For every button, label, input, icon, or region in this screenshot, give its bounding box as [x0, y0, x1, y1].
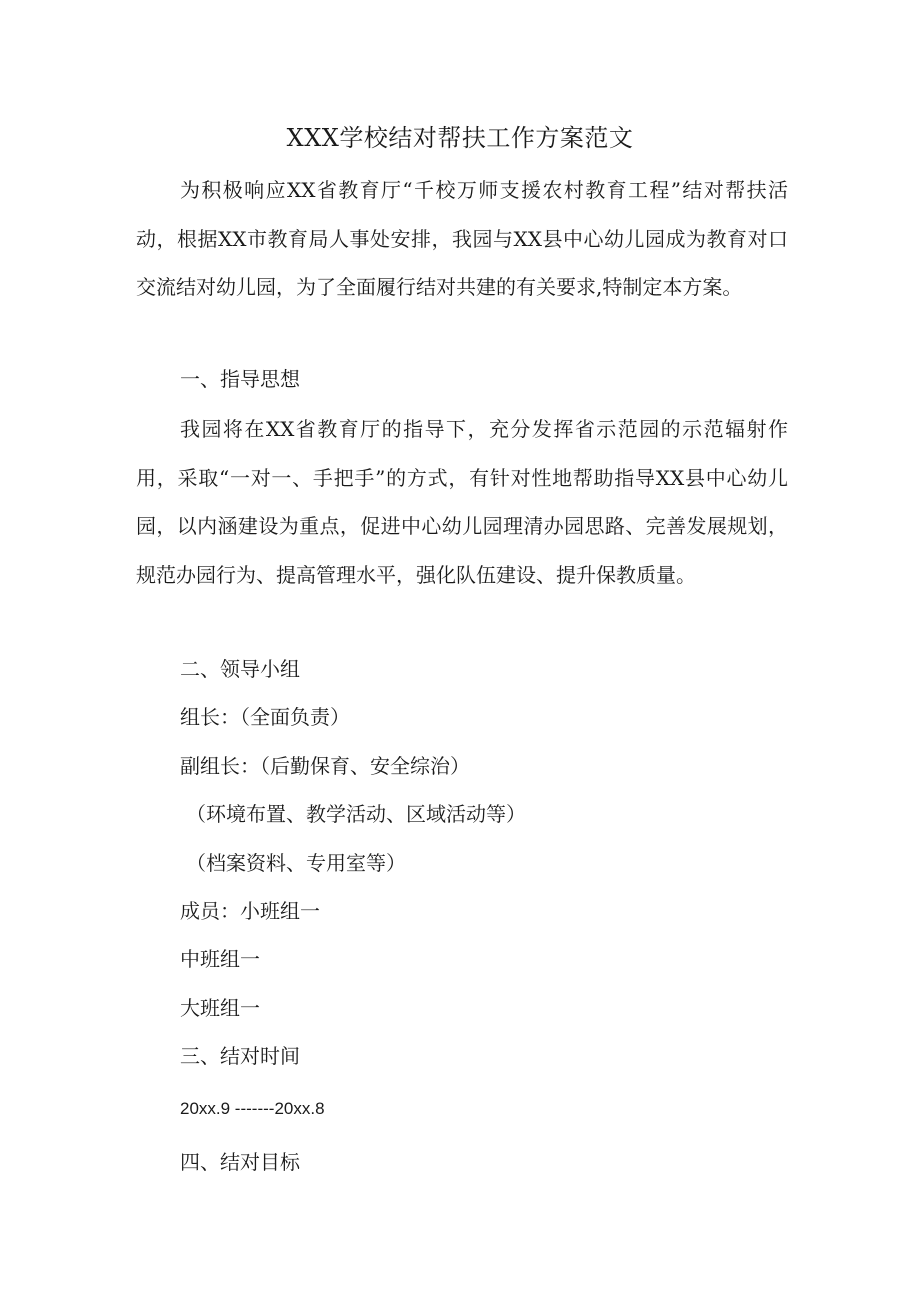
- section-heading-pairing-time: 三、结对时间: [180, 1044, 300, 1068]
- guiding-ideology-paragraph: 我园将在XX省教育厅的指导下，充分发挥省示范园的示范辐射作用，采取“一对一、手把手”的方式，有针对性地帮助指导XX县中心幼儿园，以内涵建设为重点，促进中心幼儿园理清办园思路、完善发展规划，规范办园行为、提高管理水平，强化队伍建设、提升保教质量。: [136, 417, 788, 587]
- duty-line-archives: （档案资料、专用室等）: [186, 851, 406, 875]
- document-title: XXX学校结对帮扶工作方案范文: [286, 124, 634, 152]
- duty-line-environment: （环境布置、教学活动、区域活动等）: [186, 802, 526, 826]
- leader-line: 组长：（全面负责）: [180, 705, 350, 729]
- section-heading-guiding-ideology: 一、指导思想: [180, 367, 300, 391]
- section-heading-leadership-group: 二、领导小组: [180, 657, 300, 681]
- pairing-period: 20xx.9 -------20xx.8: [180, 1099, 325, 1118]
- intro-paragraph: 为积极响应XX省教育厅“千校万师支援农村教育工程”结对帮扶活动，根据XX市教育局人事处安排，我园与XX县中心幼儿园成为教育对口交流结对幼儿园，为了全面履行结对共建的有关要求,特制定本方案。: [136, 178, 788, 299]
- members-line: 成员：小班组一: [180, 899, 320, 923]
- senior-group-line: 大班组一: [180, 996, 260, 1020]
- vice-leader-line: 副组长：（后勤保育、安全综治）: [180, 754, 470, 778]
- section-heading-pairing-goals: 四、结对目标: [180, 1150, 300, 1174]
- middle-group-line: 中班组一: [180, 947, 260, 971]
